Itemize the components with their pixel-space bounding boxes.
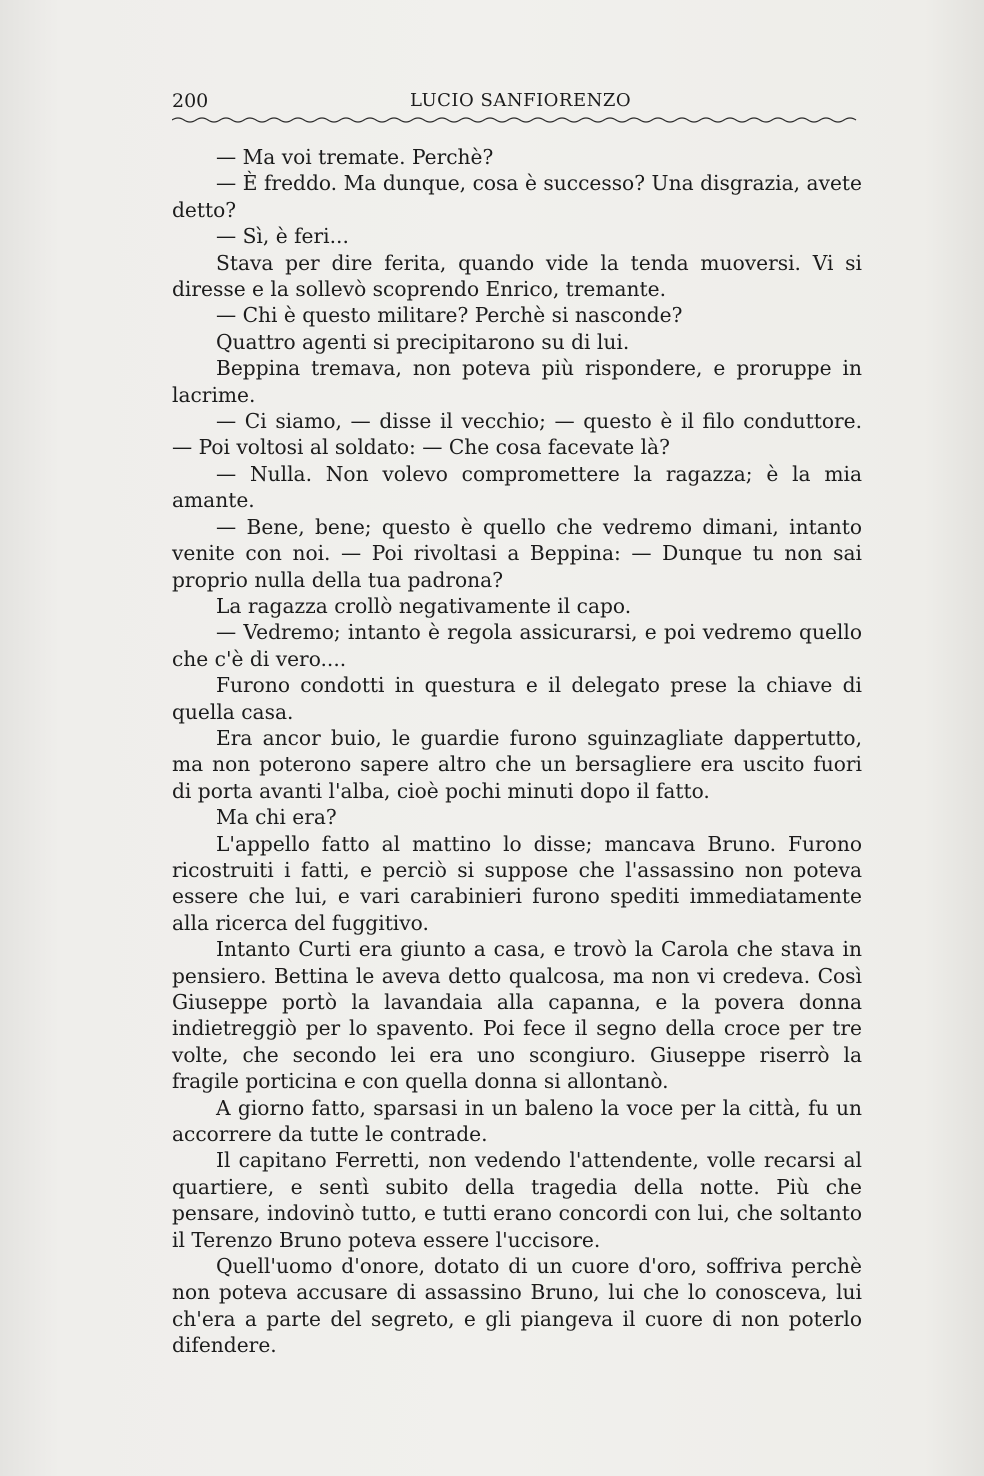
paragraph: Beppina tremava, non poteva più rispondere, e proruppe in lacrime. [172,356,862,407]
paragraph: Il capitano Ferretti, non vedendo l'attendente, volle recarsi al quartiere, e sentì subito della tragedia della notte. Più che pensare, indovinò tutto, e tutti erano concordi con lui, che soltanto il Terenzo Bruno poteva essere l'uccisore. [172,1148,862,1252]
paragraph: — Bene, bene; questo è quello che vedremo dimani, intanto venite con noi. — Poi rivoltasi a Beppina: — Dunque tu non sai proprio nulla della tua padrona? [172,514,862,592]
paragraph: Ma chi era? [216,805,337,830]
page-header [172,90,860,116]
body-text [172,144,862,1359]
header-wavy-rule [172,116,860,126]
paragraph: La ragazza crollò negativamente il capo. [216,593,632,618]
running-title: LUCIO SANFIORENZO [410,90,632,111]
paragraph: — Ma voi tremate. Perchè? [216,145,494,169]
paragraph: Intanto Curti era giunto a casa, e trovò la Carola che stava in pensiero. Bettina le aveva detto qualcosa, ma non vi credeva. Così Giuseppe portò la lavandaia alla capanna, e la povera donna indietreggiò per lo spavento. Poi fece il segno della croce per tre volte, che secondo lei era uno scongiuro. Giuseppe riserrò la fragile porticina e con quella donna si allontanò. [172,937,862,1094]
paragraph: Furono condotti in questura e il delegato prese la chiave di quella casa. [172,673,862,724]
paragraph: Quattro agenti si precipitarono su di lui. [216,329,630,354]
paragraph: — Vedremo; intanto è regola assicurarsi, e poi vedremo quello che c'è di vero.... [172,620,862,671]
paragraph: Stava per dire ferita, quando vide la tenda muoversi. Vi si diresse e la sollevò scoprendo Enrico, tremante. [172,250,862,302]
paragraph: Era ancor buio, le guardie furono sguinzagliate dappertutto, ma non poterono sapere altro che un bersagliere era uscito fuori di porta avanti l'alba, cioè pochi minuti dopo il fatto. [172,725,862,803]
paragraph: Quell'uomo d'onore, dotato di un cuore d'oro, soffriva perchè non poteva accusare di assassino Bruno, lui che lo conosceva, lui ch'era a parte del segreto, e gli piangeva il cuore di non poterlo difendere. [172,1254,862,1358]
paragraph: A giorno fatto, sparsasi in un baleno la voce per la città, fu un accorrere da tutte le contrade. [172,1095,862,1147]
paragraph: L'appello fatto al mattino lo disse; mancava Bruno. Furono ricostruiti i fatti, e perciò si suppose che l'assassino non poteva essere che lui, e vari carabinieri furono spediti immediatamente alla ricerca del fuggitivo. [172,831,862,935]
paragraph: — Nulla. Non volevo compromettere la ragazza; è la mia amante. [172,461,862,513]
paragraph: — Sì, è feri... [216,224,349,249]
paragraph: — È freddo. Ma dunque, cosa è successo? Una disgrazia, avete detto? [172,171,862,222]
paragraph: — Ci siamo, — disse il vecchio; — questo è il filo conduttore. — Poi voltosi al soldato: — Che cosa facevate là? [172,409,862,460]
paragraph: — Chi è questo militare? Perchè si nasconde? [216,303,683,328]
page-number: 200 [172,90,209,112]
